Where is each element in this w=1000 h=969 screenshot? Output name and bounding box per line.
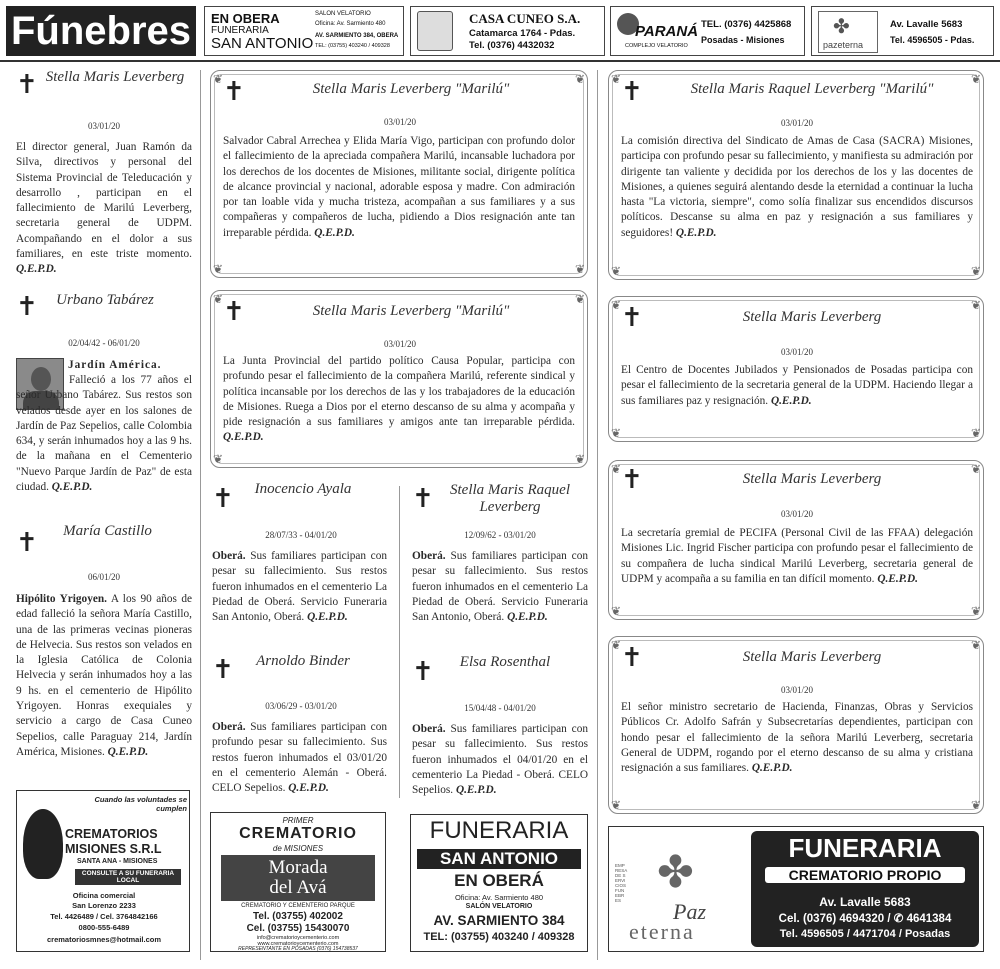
ad-address: Catamarca 1764 - Pdas. (469, 28, 576, 39)
notice-frame (608, 636, 984, 814)
ad-small: Oficina: Av. Sarmiento 480 (315, 21, 386, 27)
deceased-name: Arnoldo Binder (256, 653, 350, 669)
notice-text: La secretaría gremial de PECIFA (Personal Civil de las FFAA) delegación Misiones Lic. Ingrid Fischer participa con profundo pesar el fallecimiento de su compañera de lucha sindical Marilú Leverberg, secretaria general de UDPM y acompaña a su familia en tan difícil momento. Q.E.P.D. (621, 527, 973, 585)
notice-date: 03/06/29 - 03/01/20 (265, 701, 337, 711)
ad-street: San Lorenzo 2233 (72, 901, 136, 910)
ad-phone: Cel. (0376) 4694320 / ✆ 4641384 (778, 913, 952, 925)
ad-name: CREMATORIOS (65, 827, 158, 841)
ad-small: SALON VELATORIO (315, 11, 371, 17)
ad-line: AV. SARMIENTO 384 (433, 913, 565, 928)
corner-ornament-icon: ❦ (970, 798, 981, 812)
corner-ornament-icon: ❦ (611, 426, 622, 440)
notice-frame (210, 70, 588, 278)
corner-ornament-icon: ❦ (970, 426, 981, 440)
notice-date: 03/01/20 (383, 117, 416, 127)
deceased-name: Urbano Tabárez (56, 292, 154, 308)
dove-icon: ✤ (833, 14, 850, 38)
ad-rep: REPRESENTANTE EN POSADAS (0376) 154738537 (238, 946, 358, 952)
deceased-name: María Castillo (63, 523, 152, 539)
ad-line: Oficina: Av. Sarmiento 480 (454, 893, 544, 902)
corner-ornament-icon: ❦ (970, 264, 981, 278)
corner-ornament-icon: ❦ (970, 462, 981, 476)
ad-line: PRIMER (282, 816, 314, 825)
ad-line: CREMATORIO (239, 825, 357, 842)
ad-crematorios-misiones[interactable] (16, 790, 190, 952)
deceased-name: Stella Maris Raquel Leverberg "Marilú" (690, 81, 934, 97)
ad-brand: eterna (629, 919, 695, 944)
ad-line: EN OBERÁ (454, 871, 544, 890)
ad-line: del Avá (269, 877, 327, 898)
ad-web[interactable]: www.crematorioycementerio.com (257, 941, 339, 947)
dove-icon: ✤ (657, 847, 694, 898)
ad-logo-small: EMPRESA DE SERVICIOS FUNEBRES (615, 863, 628, 903)
ad-phone: Tel. 4426489 / Cel. 3764842166 (50, 912, 158, 921)
corner-ornament-icon: ❦ (611, 462, 622, 476)
ad-info-panel (751, 831, 979, 947)
corner-ornament-icon: ❦ (213, 72, 224, 86)
ad-office: Oficina comercial (72, 891, 136, 900)
notice-text: Hipólito Yrigoyen. A los 90 años de edad falleció la señora María Castillo, una de las primeras vecinas pioneras de Helvecia. Sus restos son velados en la Iglesia Católica de Colonia Helvecia y serán inhumados hoy a las 9 hs. en el cementerio de Hipólito Yrigoyen. Honras exequiales y servicio a cargo de Casa Cuneo Sepelios, calle Paraguay 214, Jardín América, Misiones. Q.E.P.D. (16, 593, 193, 758)
deceased-name: Elsa Rosenthal (459, 654, 551, 670)
notice-date: 03/01/20 (383, 339, 416, 349)
notice-date: 02/04/42 - 06/01/20 (68, 338, 140, 348)
ad-line: CREMATORIO PROPIO (765, 867, 965, 883)
corner-ornament-icon: ❦ (574, 72, 585, 86)
ad-line: SAN ANTONIO (417, 849, 581, 869)
notice-date: 12/09/62 - 03/01/20 (464, 530, 536, 540)
dove-logo (818, 11, 878, 53)
notice-frame (608, 70, 984, 280)
deceased-name: Stella Maris Leverberg "Marilú" (312, 303, 510, 319)
deceased-name: Stella Maris Leverberg (45, 69, 185, 85)
notice-date: 15/04/48 - 04/01/20 (464, 703, 536, 713)
notice-text: La Junta Provincial del partido político Causa Popular, participa con profundo pesar el fallecimiento de la compañera Marilú, referente sindical y política incansable por los derechos de las y los trabajadores de la educación de Misiones. Ruega a Dios por el eterno descanso de su alma y acompaña y pide resignación a sus familiares y amigos ante tan irreparable pérdida. Q.E.P.D. (223, 355, 575, 444)
ad-small: AV. SARMIENTO 384, OBERA (315, 33, 399, 39)
ad-email[interactable]: info@crematorioycementerio.com (256, 935, 340, 941)
ad-header-parana[interactable] (610, 6, 805, 56)
column-divider (399, 486, 400, 798)
notice-text: El señor ministro secretario de Hacienda, Finanzas, Obras y Servicios Públicos Cr. Adolfo Safrán y Subsecretarías dependientes, participan con hondo pesar el fallecimiento de la señora Marilú Leverberg, secretaria General de UDPM, rogando por el eterno descanso de su alma y cristiana resignación a sus familiares. Q.E.P.D. (621, 701, 973, 775)
ad-email[interactable]: crematoriosmnes@hotmail.com (46, 935, 161, 944)
cross-icon: ✝ (621, 465, 643, 495)
corner-ornament-icon: ❦ (574, 262, 585, 276)
ad-phone: Tel. 4596505 / 4471704 / Posadas (779, 928, 951, 940)
ad-line: SALÓN VELATORIO (465, 903, 533, 910)
ad-brand: PARANÁ (635, 23, 699, 40)
corner-ornament-icon: ❦ (970, 604, 981, 618)
notice-text: El Centro de Docentes Jubilados y Pensionados de Posadas participa con pesar el fallecimiento de la secretaria general de la UDPM. Haciendo llegar a sus familiares paz y resignación. Q.E.P.D. (621, 364, 973, 407)
notice-date: 03/01/20 (780, 685, 813, 695)
notice-text: Falleció a los 77 años el señor Urbano Tabárez. Sus restos son velados desde ayer en los salones de Jardín de Paz Sepelios, calle Colombia 634, y serán inhumados hoy a las 9 hs. de la mañana en el Cementerio "Nuevo Parque Jardín de Paz" de esta ciudad. Q.E.P.D. (16, 374, 192, 494)
notice-date: 06/01/20 (87, 572, 120, 582)
corner-ornament-icon: ❦ (970, 638, 981, 652)
ad-phone: Tel. 4596505 - Pdas. (890, 35, 975, 45)
ad-small: TEL: (03755) 403240 / 409328 (315, 43, 390, 49)
ad-funeraria-san-antonio[interactable] (410, 814, 588, 952)
notice-text: Oberá. Sus familiares participan con profundo pesar su fallecimiento. Sus restos fueron inhumados el 03/01/20 en el cementerio Alemán - Oberá. CELO Sepelios. Q.E.P.D. (212, 721, 387, 795)
corner-ornament-icon: ❦ (611, 264, 622, 278)
column-divider (200, 70, 201, 960)
corner-ornament-icon: ❦ (611, 72, 622, 86)
deceased-name: Stella Maris Leverberg "Marilú" (312, 81, 510, 97)
notice-text: La comisión directiva del Sindicato de Amas de Casa (SACRA) Misiones, participa con profundo pesar su fallecimiento, y manifiesta su admiración por dirigente tan valiente y decidida por los derechos de los y las docentes de Misiones, a quienes seguirá alentando desde la eternidad a continuar la lucha hasta "La victoria, siempre", como solía finalizar sus encendidos discursos políticos. Descanse su alma en paz y resignación a sus familiares y seguidores! Q.E.P.D. (621, 135, 973, 239)
cross-icon: ✝ (16, 70, 38, 100)
ad-header-casa-cuneo[interactable] (410, 6, 605, 56)
corner-ornament-icon: ❦ (611, 604, 622, 618)
notice-lead: Jardín América. (68, 359, 162, 371)
ad-line: EN OBERA (211, 11, 280, 26)
notice-text: Salvador Cabral Arrechea y Elida María Vigo, participan con profundo dolor el fallecimiento de la apreciada compañera Marilú, incansable luchadora por los derechos de los docentes de Misiones, militante social, dirigente política de alcance provincial y nacional, adorable esposa y madre. Con admiración por tan loable vida y mucha tristeza, acompañan a sus familiares y a sus compañeras y compañeros de lucha, pidiendo a Dios resignación ante tan irreparable pérdida. Q.E.P.D. (223, 135, 575, 239)
cross-icon: ✝ (621, 77, 643, 107)
notice-frame (210, 290, 588, 468)
ad-brand: pazeterna (823, 40, 864, 50)
ad-phone: TEL: (03755) 403240 / 409328 (423, 931, 575, 943)
corner-ornament-icon: ❦ (213, 262, 224, 276)
ad-name: CASA CUNEO S.A. (469, 11, 581, 26)
notice-date: 03/01/20 (780, 118, 813, 128)
ad-phone: Cel. (03755) 15430070 (246, 923, 350, 934)
notice-date: 03/01/20 (780, 509, 813, 519)
notice-text: Oberá. Sus familiares participan con pesar su fallecimiento. Sus restos fueron inhumados en el cementerio La Piedad de Oberá. Servicio Funeraria San Antonio, Oberá. Q.E.P.D. (412, 550, 588, 624)
cross-icon: ✝ (223, 77, 245, 107)
ad-header-paz-eterna[interactable] (811, 6, 994, 56)
ad-line: FUNERARIA (429, 817, 569, 844)
ad-sub: COMPLEJO VELATORIO (625, 43, 688, 49)
cross-icon: ✝ (212, 655, 234, 685)
ad-place: SANTA ANA - MISIONES (77, 858, 158, 865)
notice-frame (608, 460, 984, 620)
notice-text: El director general, Juan Ramón da Silva, directivos y personal del Sistema Provincial de Teleducación y desarrollo , participan en el fallecimiento de Marilú Leverberg, secretaria general de UDPM. Acompañando en el dolor a sus familiares, en este triste momento. Q.E.P.D. (16, 141, 192, 276)
notice-date: 28/07/33 - 04/01/20 (265, 530, 337, 540)
ad-phone: TEL. (0376) 4425868 (701, 19, 792, 30)
ad-place: Posadas - Misiones (701, 35, 785, 45)
ad-paz-eterna[interactable] (608, 826, 984, 952)
notice-text: Oberá. Sus familiares participan con pesar su fallecimiento. Sus restos fueron inhumados en el cementerio La Piedad de Oberá. Servicio Funeraria San Antonio, Oberá. Q.E.P.D. (212, 550, 387, 624)
ad-phone: Tel. (03755) 402002 (253, 911, 343, 922)
section-title: Fúnebres (6, 6, 196, 56)
ad-morada-del-ava[interactable] (210, 812, 386, 952)
corner-ornament-icon: ❦ (213, 292, 224, 306)
ad-consult-badge: CONSULTE A SU FUNERARIA LOCAL (75, 869, 181, 885)
ad-line: FUNERARIA (788, 833, 942, 863)
ad-line: de MISIONES (272, 844, 324, 853)
cross-icon: ✝ (412, 484, 434, 514)
corner-ornament-icon: ❦ (611, 298, 622, 312)
ad-tagline: Cuando las voluntades se cumplen (94, 795, 187, 813)
cross-icon: ✝ (223, 297, 245, 327)
ad-freephone: 0800-555-6489 (78, 923, 130, 932)
ad-banner (221, 855, 375, 901)
deceased-name: Stella Maris Leverberg (742, 309, 882, 325)
corner-ornament-icon: ❦ (970, 72, 981, 86)
deceased-name: Stella Maris Leverberg (742, 471, 882, 487)
cross-icon: ✝ (621, 303, 643, 333)
deceased-name: Stella Maris Leverberg (742, 649, 882, 665)
ad-line: CREMATORIO Y CEMENTERIO PARQUE (241, 903, 355, 909)
ad-header-funeraria-obera[interactable] (204, 6, 404, 56)
cross-icon: ✝ (16, 528, 38, 558)
ad-phone: Tel. (0376) 4432032 (469, 40, 555, 51)
corner-ornament-icon: ❦ (213, 452, 224, 466)
paz-eterna-logo (613, 833, 747, 947)
notice-date: 03/01/20 (780, 347, 813, 357)
deceased-name: Inocencio Ayala (254, 481, 352, 497)
ad-line: FUNERARIA (211, 25, 269, 36)
cross-icon: ✝ (212, 484, 234, 514)
ad-line: Morada (268, 857, 328, 878)
notice-frame (608, 296, 984, 442)
notice-text: Oberá. Sus familiares participan con pesar su fallecimiento. Sus restos fueron inhumados el 04/01/20 en el cementerio La Piedad - Oberá. CELO Sepelios. Q.E.P.D. (412, 723, 588, 797)
shield-icon (417, 11, 453, 51)
ad-name: MISIONES S.R.L (65, 842, 162, 856)
column-divider (597, 70, 598, 960)
ad-address: Av. Lavalle 5683 (890, 19, 963, 30)
ad-brand: Paz (673, 899, 706, 924)
corner-ornament-icon: ❦ (574, 452, 585, 466)
corner-ornament-icon: ❦ (970, 298, 981, 312)
corner-ornament-icon: ❦ (611, 798, 622, 812)
corner-ornament-icon: ❦ (611, 638, 622, 652)
deceased-name: Stella Maris Raquel Leverberg (450, 482, 570, 515)
corner-ornament-icon: ❦ (574, 292, 585, 306)
notice-date: 03/01/20 (87, 121, 120, 131)
cross-icon: ✝ (412, 657, 434, 687)
flame-icon (23, 809, 63, 879)
cross-icon: ✝ (621, 643, 643, 673)
cross-icon: ✝ (16, 292, 38, 322)
header-bar (0, 0, 1000, 62)
ad-line: SAN ANTONIO (211, 35, 314, 52)
ad-address: Av. Lavalle 5683 (819, 895, 911, 909)
